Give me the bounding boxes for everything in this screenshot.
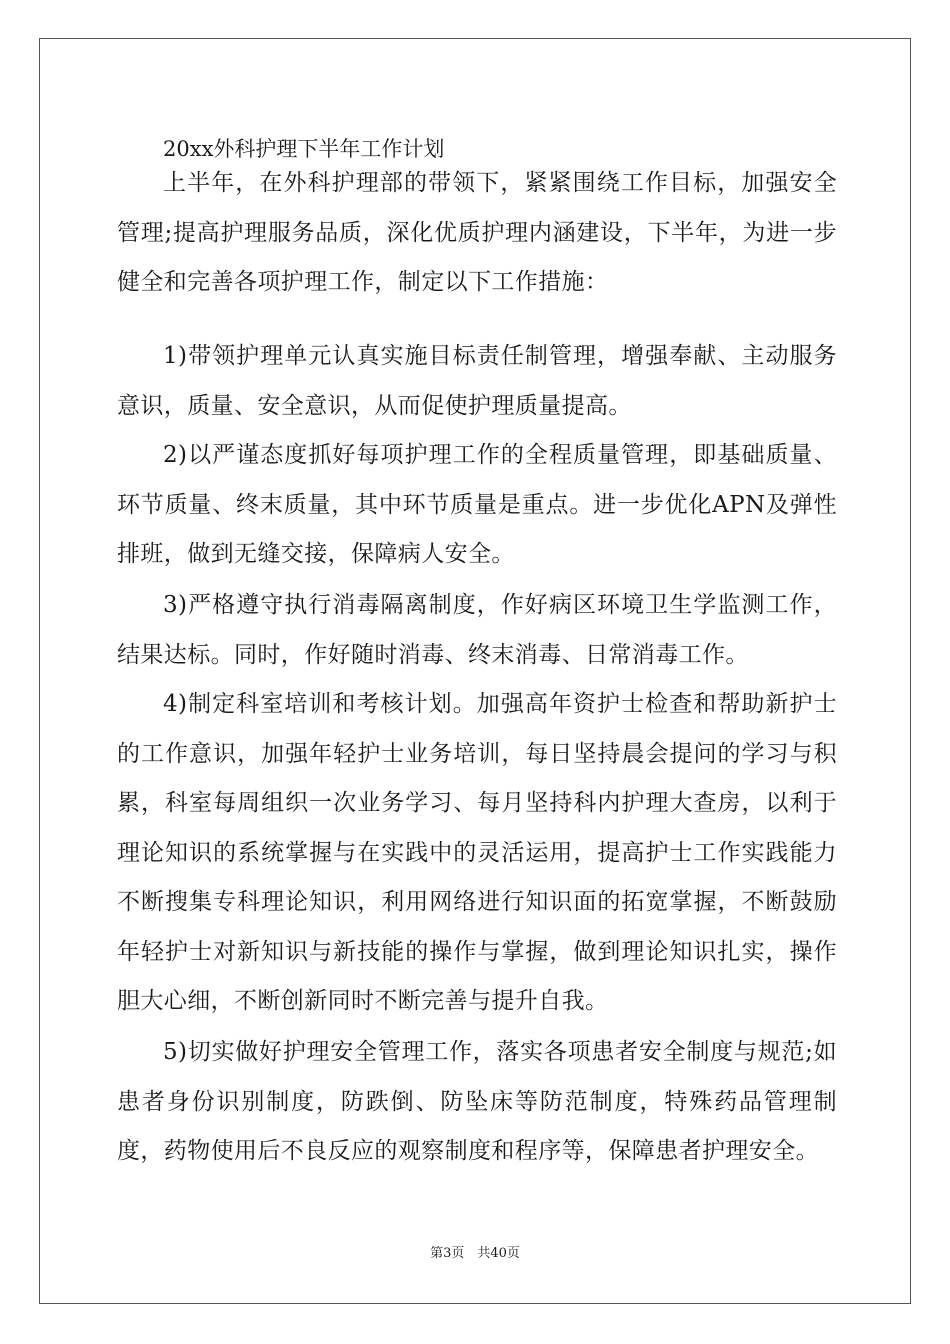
paragraph-item-3: 3)严格遵守执行消毒隔离制度，作好病区环境卫生学监测工作，结果达标。同时，作好随时消毒、终末消毒、日常消毒工作。: [117, 592, 837, 668]
document-title: 20xx外科护理下半年工作计划: [163, 137, 445, 161]
paragraph-item-5: 5)切实做好护理安全管理工作，落实各项患者安全制度与规范;如患者身份识别制度，防跌倒、防坠床等防范制度，特殊药品管理制度，药物使用后不良反应的观察制度和程序等，保障患者护理安全。: [117, 1039, 837, 1164]
paragraph-item-4: 4)制定科室培训和考核计划。加强高年资护士检查和帮助新护士的工作意识，加强年轻护士业务培训，每日坚持晨会提问的学习与积累，科室每周组织一次业务学习、每月坚持科内护理大查房，以利于理论知识的系统掌握与在实践中的灵活运用，提高护士工作实践能力不断搜集专科理论知识，利用网络进行知识面的拓宽掌握，不断鼓励年轻护士对新知识与新技能的操作与掌握，做到理论知识扎实，操作胆大心细，不断创新同时不断完善与提升自我。: [117, 691, 837, 1014]
page-number-footer: 第3页 共40页: [430, 1246, 520, 1261]
paragraph-item-2: 2)以严谨态度抓好每项护理工作的全程质量管理，即基础质量、环节质量、终末质量，其中环节质量是重点。进一步优化APN及弹性排班，做到无缝交接，保障病人安全。: [117, 442, 837, 567]
paragraph-intro: 上半年，在外科护理部的带领下，紧紧围绕工作目标，加强安全管理;提高护理服务品质，深化优质护理内涵建设，下半年，为进一步健全和完善各项护理工作，制定以下工作措施：: [117, 170, 837, 295]
paragraph-item-1: 1)带领护理单元认真实施目标责任制管理，增强奉献、主动服务意识，质量、安全意识，从而促使护理质量提高。: [117, 343, 837, 419]
